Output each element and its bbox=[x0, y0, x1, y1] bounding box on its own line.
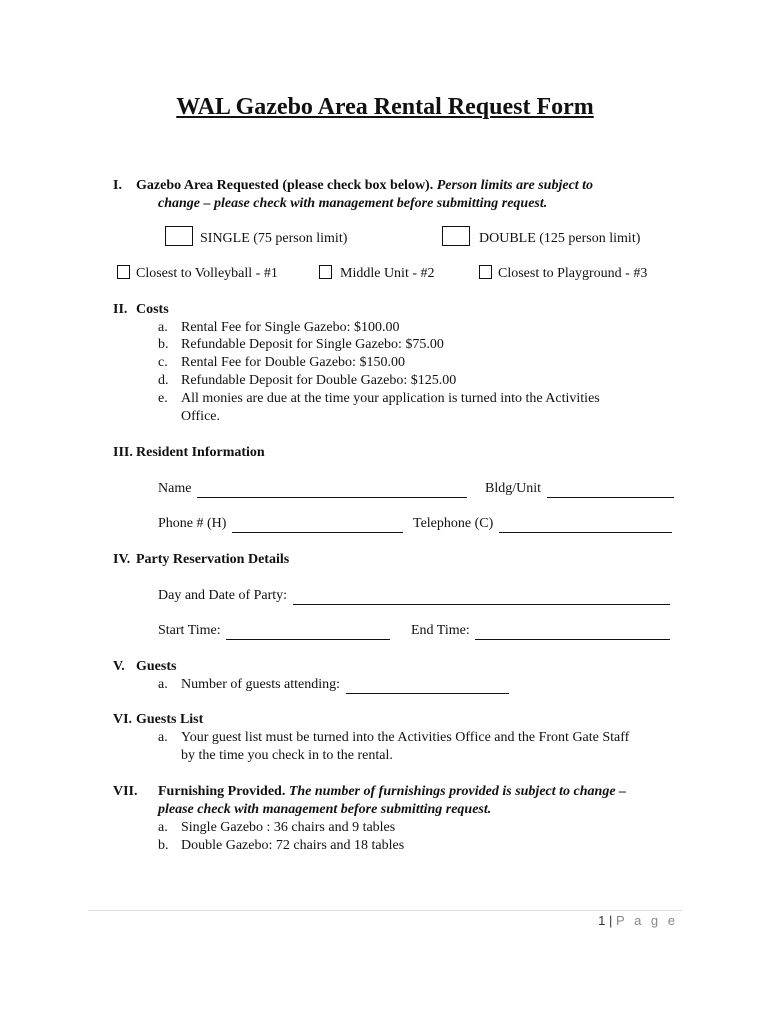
section7-note-cont: please check with management before submitting request. bbox=[158, 802, 492, 817]
volleyball-checkbox[interactable] bbox=[117, 265, 130, 279]
page-word: P a g e bbox=[616, 913, 678, 928]
volleyball-label: Closest to Volleyball - #1 bbox=[136, 266, 278, 281]
double-gazebo-checkbox[interactable] bbox=[442, 226, 470, 246]
cost-item-marker: a. bbox=[158, 320, 168, 335]
guests-count-label: Number of guests attending: bbox=[181, 677, 341, 692]
section7-number: VII. bbox=[113, 784, 138, 799]
section2-heading: Costs bbox=[136, 302, 169, 317]
middle-unit-checkbox[interactable] bbox=[319, 265, 332, 279]
middle-unit-label: Middle Unit - #2 bbox=[340, 266, 435, 281]
single-gazebo-checkbox[interactable] bbox=[165, 226, 193, 246]
cost-item-marker: c. bbox=[158, 355, 168, 370]
page-separator: | bbox=[609, 913, 613, 928]
bldg-unit-field[interactable] bbox=[547, 483, 674, 498]
cost-item-text: All monies are due at the time your application is turned into the Activities bbox=[181, 391, 600, 406]
start-time-label: Start Time: bbox=[158, 623, 221, 638]
bldg-unit-label: Bldg/Unit bbox=[485, 481, 542, 496]
section7-heading-line bbox=[158, 783, 626, 801]
bldg-field-row bbox=[485, 480, 674, 498]
section1-number: I. bbox=[113, 178, 122, 193]
section1-note-cont: change – please check with management before submitting request. bbox=[158, 196, 548, 211]
section4-number: IV. bbox=[113, 552, 131, 567]
phone-h-row bbox=[158, 515, 403, 533]
guest-list-item-text-cont: by the time you check in to the rental. bbox=[181, 748, 393, 763]
cost-item-marker: d. bbox=[158, 373, 169, 388]
furnishing-item-text: Double Gazebo: 72 chairs and 18 tables bbox=[181, 838, 405, 853]
cost-item-marker: b. bbox=[158, 337, 169, 352]
cost-item-text: Refundable Deposit for Double Gazebo: $125.00 bbox=[181, 373, 457, 388]
phone-c-label: Telephone (C) bbox=[413, 516, 494, 531]
guest-list-item-marker: a. bbox=[158, 730, 168, 745]
start-time-row bbox=[158, 622, 390, 640]
phone-h-field[interactable] bbox=[232, 518, 403, 533]
cost-item-marker: e. bbox=[158, 391, 168, 406]
playground-checkbox[interactable] bbox=[479, 265, 492, 279]
party-date-label: Day and Date of Party: bbox=[158, 588, 288, 603]
section6-heading: Guests List bbox=[136, 712, 204, 727]
end-time-row bbox=[411, 622, 670, 640]
cost-item-text-cont: Office. bbox=[181, 409, 220, 424]
section1-heading-line bbox=[136, 177, 593, 195]
end-time-label: End Time: bbox=[411, 623, 470, 638]
guests-count-row bbox=[181, 676, 509, 694]
single-gazebo-label: SINGLE (75 person limit) bbox=[200, 231, 348, 246]
party-date-row bbox=[158, 587, 670, 605]
start-time-field[interactable] bbox=[226, 625, 390, 640]
page-footer bbox=[598, 913, 678, 928]
double-gazebo-label: DOUBLE (125 person limit) bbox=[479, 231, 641, 246]
section1-heading: Gazebo Area Requested (please check box below). bbox=[136, 178, 434, 193]
guests-item-marker: a. bbox=[158, 677, 168, 692]
section7-heading: Furnishing Provided. bbox=[158, 784, 286, 799]
section3-heading: Resident Information bbox=[136, 445, 265, 460]
section1-note: Person limits are subject to bbox=[436, 178, 594, 193]
phone-c-field[interactable] bbox=[499, 518, 672, 533]
footer-divider bbox=[88, 910, 682, 911]
name-field[interactable] bbox=[197, 483, 467, 498]
phone-c-row bbox=[413, 515, 672, 533]
cost-item-text: Refundable Deposit for Single Gazebo: $75.00 bbox=[181, 337, 444, 352]
guest-list-item-text: Your guest list must be turned into the Activities Office and the Front Gate Staff bbox=[181, 730, 630, 745]
section6-number: VI. bbox=[113, 712, 133, 727]
furnishing-item-text: Single Gazebo : 36 chairs and 9 tables bbox=[181, 820, 396, 835]
name-field-row bbox=[158, 480, 467, 498]
furnishing-item-marker: b. bbox=[158, 838, 169, 853]
section5-number: V. bbox=[113, 659, 125, 674]
section5-heading: Guests bbox=[136, 659, 177, 674]
page-title: WAL Gazebo Area Rental Request Form bbox=[176, 94, 594, 120]
end-time-field[interactable] bbox=[475, 625, 670, 640]
furnishing-item-marker: a. bbox=[158, 820, 168, 835]
page-number: 1 bbox=[598, 913, 606, 928]
party-date-field[interactable] bbox=[293, 590, 670, 605]
name-label: Name bbox=[158, 481, 192, 496]
playground-label: Closest to Playground - #3 bbox=[498, 266, 648, 281]
phone-h-label: Phone # (H) bbox=[158, 516, 227, 531]
section4-heading: Party Reservation Details bbox=[136, 552, 290, 567]
cost-item-text: Rental Fee for Double Gazebo: $150.00 bbox=[181, 355, 405, 370]
section3-number: III. bbox=[113, 445, 133, 460]
cost-item-text: Rental Fee for Single Gazebo: $100.00 bbox=[181, 320, 400, 335]
guests-count-field[interactable] bbox=[346, 679, 509, 694]
section2-number: II. bbox=[113, 302, 128, 317]
section7-note: The number of furnishings provided is subject to change – bbox=[288, 784, 627, 799]
